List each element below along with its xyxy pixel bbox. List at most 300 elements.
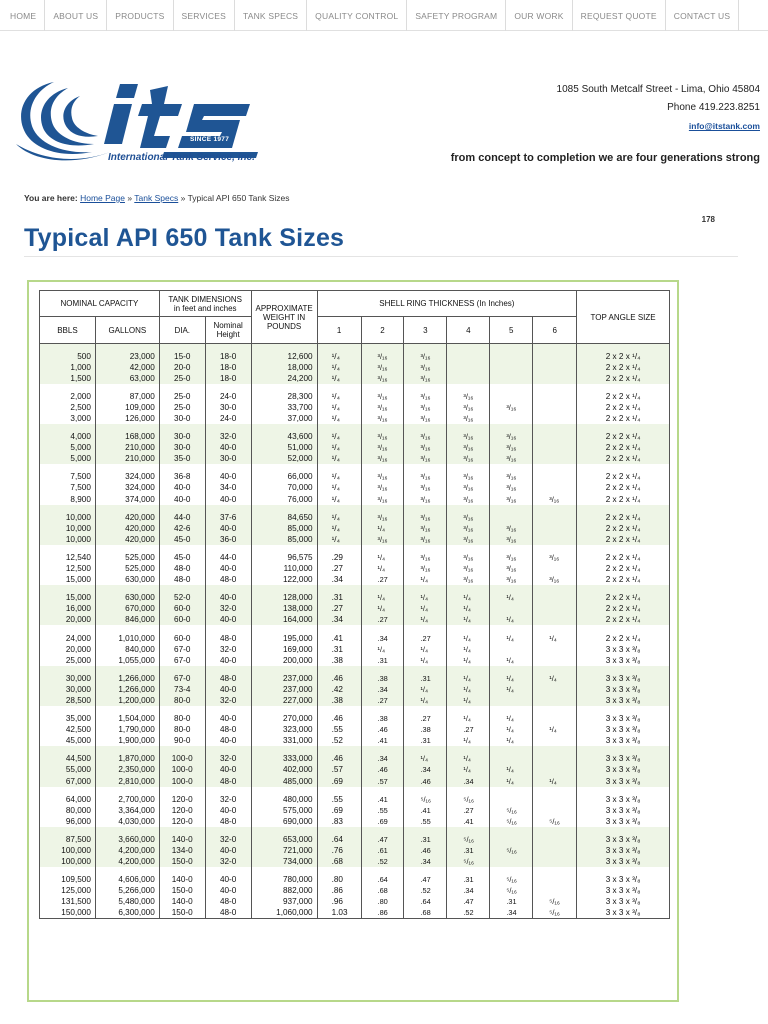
cell-bbls: 500 bbox=[40, 351, 96, 362]
breadcrumb bbox=[24, 193, 289, 203]
group-spacer bbox=[251, 464, 317, 471]
cell-dia: 45-0 bbox=[159, 534, 205, 545]
cell-top-angle: 2 x 2 x ¹/₄ bbox=[577, 402, 670, 413]
cell-ring-6 bbox=[533, 805, 577, 816]
cell-height: 40-0 bbox=[205, 735, 251, 746]
cell-height: 40-0 bbox=[205, 655, 251, 666]
cell-ring-2: ³/₁₆ bbox=[361, 413, 404, 424]
nav-products[interactable]: PRODUCTS bbox=[107, 0, 173, 31]
nav-contact-us[interactable]: CONTACT US bbox=[666, 0, 739, 31]
cell-bbls: 15,000 bbox=[40, 592, 96, 603]
cell-ring-4: ³/₁₆ bbox=[447, 431, 490, 442]
cell-bbls: 10,000 bbox=[40, 523, 96, 534]
its-wordmark bbox=[104, 84, 258, 158]
cell-ring-6 bbox=[533, 614, 577, 625]
nav-our-work[interactable]: OUR WORK bbox=[506, 0, 572, 31]
cell-ring-6 bbox=[533, 413, 577, 424]
cell-ring-4: ¹/₄ bbox=[447, 764, 490, 775]
cell-gallons: 846,000 bbox=[95, 614, 159, 625]
cell-ring-6: ¹/₄ bbox=[533, 673, 577, 684]
row-group bbox=[40, 464, 670, 504]
cell-ring-4: ⁵/₁₆ bbox=[447, 794, 490, 805]
top-navigation bbox=[0, 0, 768, 31]
cell-dia: 140-0 bbox=[159, 874, 205, 885]
cell-weight: 70,000 bbox=[251, 482, 317, 493]
cell-ring-3: ³/₁₆ bbox=[404, 512, 447, 523]
group-spacer bbox=[95, 344, 159, 351]
cell-ring-4: ³/₁₆ bbox=[447, 534, 490, 545]
group-spacer bbox=[251, 545, 317, 552]
cell-ring-5: ¹/₄ bbox=[490, 592, 533, 603]
cell-top-angle: 2 x 2 x ¹/₄ bbox=[577, 431, 670, 442]
breadcrumb-prefix: You are here: bbox=[24, 193, 78, 203]
group-spacer bbox=[577, 424, 670, 431]
cell-ring-5 bbox=[490, 391, 533, 402]
cell-bbls: 30,000 bbox=[40, 684, 96, 695]
cell-ring-5: ⁵/₁₆ bbox=[490, 845, 533, 856]
cell-ring-3: ¹/₄ bbox=[404, 614, 447, 625]
cell-ring-2: .68 bbox=[361, 885, 404, 896]
table-row bbox=[40, 563, 670, 574]
group-spacer bbox=[404, 344, 447, 351]
group-spacer bbox=[577, 746, 670, 753]
cell-ring-5: ¹/₄ bbox=[490, 724, 533, 735]
cell-dia: 150-0 bbox=[159, 885, 205, 896]
cell-bbls: 2,000 bbox=[40, 391, 96, 402]
cell-bbls: 87,500 bbox=[40, 834, 96, 845]
cell-ring-6 bbox=[533, 362, 577, 373]
cell-ring-3: ³/₁₆ bbox=[404, 563, 447, 574]
cell-gallons: 1,200,000 bbox=[95, 695, 159, 706]
cell-dia: 60-0 bbox=[159, 614, 205, 625]
group-spacer bbox=[404, 384, 447, 391]
cell-ring-2: ³/₁₆ bbox=[361, 471, 404, 482]
group-spacer bbox=[577, 706, 670, 713]
cell-ring-1: .31 bbox=[317, 592, 361, 603]
group-spacer bbox=[251, 746, 317, 753]
group-spacer bbox=[40, 706, 96, 713]
phone-text: Phone 419.223.8251 bbox=[667, 102, 760, 113]
cell-ring-6 bbox=[533, 391, 577, 402]
table-row bbox=[40, 534, 670, 545]
group-spacer bbox=[205, 505, 251, 512]
cell-bbls: 100,000 bbox=[40, 856, 96, 867]
row-group bbox=[40, 585, 670, 625]
cell-ring-3: ³/₁₆ bbox=[404, 391, 447, 402]
cell-ring-1: ¹/₄ bbox=[317, 391, 361, 402]
cell-dia: 40-0 bbox=[159, 482, 205, 493]
group-spacer bbox=[95, 424, 159, 431]
cell-bbls: 80,000 bbox=[40, 805, 96, 816]
cell-top-angle: 2 x 2 x ¹/₄ bbox=[577, 552, 670, 563]
cell-top-angle: 2 x 2 x ¹/₄ bbox=[577, 494, 670, 505]
table-row bbox=[40, 512, 670, 523]
cell-weight: 33,700 bbox=[251, 402, 317, 413]
cell-ring-5 bbox=[490, 794, 533, 805]
cell-gallons: 525,000 bbox=[95, 552, 159, 563]
group-spacer bbox=[159, 746, 205, 753]
cell-ring-1: ¹/₄ bbox=[317, 512, 361, 523]
cell-height: 40-0 bbox=[205, 523, 251, 534]
group-spacer bbox=[533, 505, 577, 512]
cell-ring-4: .31 bbox=[447, 845, 490, 856]
group-spacer bbox=[490, 867, 533, 874]
header-tank-dimensions-title: TANK DIMENSIONS bbox=[168, 294, 243, 304]
cell-top-angle: 3 x 3 x ³/₈ bbox=[577, 816, 670, 827]
group-spacer bbox=[205, 867, 251, 874]
cell-ring-3: ³/₁₆ bbox=[404, 482, 447, 493]
cell-ring-4: ¹/₄ bbox=[447, 632, 490, 643]
breadcrumb-home-link[interactable]: Home Page bbox=[80, 193, 125, 203]
cell-dia: 30-0 bbox=[159, 413, 205, 424]
logo-tagline: International Tank Service, Inc. bbox=[108, 152, 255, 163]
cell-ring-1: .46 bbox=[317, 753, 361, 764]
table-row bbox=[40, 494, 670, 505]
cell-ring-6: ¹/₄ bbox=[533, 724, 577, 735]
cell-ring-3: .68 bbox=[404, 907, 447, 919]
cell-height: 24-0 bbox=[205, 413, 251, 424]
cell-weight: 721,000 bbox=[251, 845, 317, 856]
nav-tank-specs[interactable]: TANK SPECS bbox=[235, 0, 307, 31]
table-row bbox=[40, 834, 670, 845]
cell-ring-5: ⁵/₁₆ bbox=[490, 805, 533, 816]
cell-ring-5 bbox=[490, 856, 533, 867]
cell-weight: 237,000 bbox=[251, 673, 317, 684]
header-ring-1: 1 bbox=[317, 317, 361, 344]
group-spacer bbox=[577, 666, 670, 673]
cell-weight: 169,000 bbox=[251, 644, 317, 655]
group-spacer bbox=[577, 505, 670, 512]
cell-ring-4: .27 bbox=[447, 805, 490, 816]
cell-bbls: 20,000 bbox=[40, 614, 96, 625]
cell-weight: 138,000 bbox=[251, 603, 317, 614]
group-spacer bbox=[317, 787, 361, 794]
cell-ring-4: ¹/₄ bbox=[447, 614, 490, 625]
cell-weight: 84,650 bbox=[251, 512, 317, 523]
cell-dia: 67-0 bbox=[159, 655, 205, 666]
cell-gallons: 840,000 bbox=[95, 644, 159, 655]
swoosh-icon bbox=[16, 82, 110, 160]
group-spacer bbox=[447, 625, 490, 632]
group-spacer bbox=[490, 706, 533, 713]
cell-ring-2: .34 bbox=[361, 753, 404, 764]
group-spacer bbox=[251, 787, 317, 794]
cell-dia: 60-0 bbox=[159, 603, 205, 614]
cell-ring-5: ³/₁₆ bbox=[490, 442, 533, 453]
cell-ring-6: ⁵/₁₆ bbox=[533, 896, 577, 907]
cell-ring-5: ¹/₄ bbox=[490, 776, 533, 787]
group-spacer bbox=[251, 625, 317, 632]
cell-height: 32-0 bbox=[205, 834, 251, 845]
cell-ring-2: ³/₁₆ bbox=[361, 482, 404, 493]
cell-top-angle: 3 x 3 x ³/₈ bbox=[577, 896, 670, 907]
cell-ring-2: ¹/₄ bbox=[361, 644, 404, 655]
cell-ring-5: ⁵/₁₆ bbox=[490, 816, 533, 827]
table-row bbox=[40, 482, 670, 493]
cell-ring-1: ¹/₄ bbox=[317, 442, 361, 453]
table-row bbox=[40, 574, 670, 585]
cell-top-angle: 3 x 3 x ³/₈ bbox=[577, 874, 670, 885]
cell-height: 48-0 bbox=[205, 724, 251, 735]
header-ring-3: 3 bbox=[404, 317, 447, 344]
cell-gallons: 87,000 bbox=[95, 391, 159, 402]
cell-bbls: 20,000 bbox=[40, 644, 96, 655]
header-ring-5: 5 bbox=[490, 317, 533, 344]
cell-ring-5: .31 bbox=[490, 896, 533, 907]
cell-dia: 52-0 bbox=[159, 592, 205, 603]
cell-ring-2: ¹/₄ bbox=[361, 563, 404, 574]
cell-height: 36-0 bbox=[205, 534, 251, 545]
group-spacer bbox=[205, 666, 251, 673]
group-spacer bbox=[95, 384, 159, 391]
cell-height: 48-0 bbox=[205, 632, 251, 643]
table-row bbox=[40, 603, 670, 614]
cell-dia: 67-0 bbox=[159, 673, 205, 684]
group-spacer bbox=[490, 666, 533, 673]
cell-weight: 195,000 bbox=[251, 632, 317, 643]
cell-ring-5: ¹/₄ bbox=[490, 614, 533, 625]
group-spacer bbox=[317, 625, 361, 632]
cell-ring-3: .64 bbox=[404, 896, 447, 907]
cell-ring-2: .27 bbox=[361, 695, 404, 706]
tank-size-chart-image bbox=[27, 280, 679, 1002]
cell-ring-6 bbox=[533, 442, 577, 453]
cell-weight: 227,000 bbox=[251, 695, 317, 706]
cell-ring-2: .52 bbox=[361, 856, 404, 867]
cell-ring-2: ³/₁₆ bbox=[361, 373, 404, 384]
cell-weight: 37,000 bbox=[251, 413, 317, 424]
cell-weight: 485,000 bbox=[251, 776, 317, 787]
cell-height: 40-0 bbox=[205, 764, 251, 775]
cell-dia: 30-0 bbox=[159, 442, 205, 453]
cell-bbls: 25,000 bbox=[40, 655, 96, 666]
cell-ring-6 bbox=[533, 885, 577, 896]
cell-ring-2: ³/₁₆ bbox=[361, 431, 404, 442]
cell-dia: 150-0 bbox=[159, 856, 205, 867]
cell-height: 48-0 bbox=[205, 776, 251, 787]
group-spacer bbox=[205, 464, 251, 471]
cell-bbls: 1,000 bbox=[40, 362, 96, 373]
cell-bbls: 42,500 bbox=[40, 724, 96, 735]
cell-gallons: 324,000 bbox=[95, 482, 159, 493]
cell-ring-3: .31 bbox=[404, 735, 447, 746]
group-spacer bbox=[490, 424, 533, 431]
cell-top-angle: 3 x 3 x ³/₈ bbox=[577, 695, 670, 706]
cell-ring-3: ³/₁₆ bbox=[404, 362, 447, 373]
cell-ring-5 bbox=[490, 695, 533, 706]
nav-about-us[interactable]: ABOUT US bbox=[45, 0, 107, 31]
group-spacer bbox=[533, 787, 577, 794]
nav-safety-program[interactable]: SAFETY PROGRAM bbox=[407, 0, 506, 31]
group-spacer bbox=[447, 384, 490, 391]
cell-ring-6: ⁵/₁₆ bbox=[533, 816, 577, 827]
cell-ring-1: .86 bbox=[317, 885, 361, 896]
cell-ring-5 bbox=[490, 834, 533, 845]
table-row bbox=[40, 896, 670, 907]
group-spacer bbox=[251, 585, 317, 592]
cell-ring-6 bbox=[533, 655, 577, 666]
cell-top-angle: 3 x 3 x ³/₈ bbox=[577, 845, 670, 856]
cell-height: 48-0 bbox=[205, 673, 251, 684]
cell-ring-5: ³/₁₆ bbox=[490, 453, 533, 464]
cell-bbls: 10,000 bbox=[40, 512, 96, 523]
cell-dia: 134-0 bbox=[159, 845, 205, 856]
cell-ring-4: ⁵/₁₆ bbox=[447, 856, 490, 867]
cell-ring-2: .61 bbox=[361, 845, 404, 856]
table-row bbox=[40, 735, 670, 746]
group-spacer bbox=[159, 827, 205, 834]
group-spacer bbox=[361, 706, 404, 713]
cell-height: 18-0 bbox=[205, 362, 251, 373]
breadcrumb-separator: » bbox=[127, 193, 133, 203]
nav-request-quote[interactable]: REQUEST QUOTE bbox=[573, 0, 666, 31]
table-row bbox=[40, 673, 670, 684]
cell-dia: 25-0 bbox=[159, 373, 205, 384]
cell-bbls: 44,500 bbox=[40, 753, 96, 764]
cell-ring-1: .68 bbox=[317, 856, 361, 867]
cell-bbls: 28,500 bbox=[40, 695, 96, 706]
group-spacer bbox=[404, 787, 447, 794]
cell-top-angle: 2 x 2 x ¹/₄ bbox=[577, 442, 670, 453]
cell-ring-2: .47 bbox=[361, 834, 404, 845]
cell-top-angle: 2 x 2 x ¹/₄ bbox=[577, 471, 670, 482]
cell-ring-5: ¹/₄ bbox=[490, 764, 533, 775]
cell-weight: 18,000 bbox=[251, 362, 317, 373]
cell-ring-2: .41 bbox=[361, 735, 404, 746]
cell-ring-4: .34 bbox=[447, 776, 490, 787]
cell-ring-2: ³/₁₆ bbox=[361, 442, 404, 453]
cell-ring-2: ¹/₄ bbox=[361, 592, 404, 603]
cell-ring-3: ¹/₄ bbox=[404, 753, 447, 764]
cell-weight: 43,600 bbox=[251, 431, 317, 442]
cell-bbls: 7,500 bbox=[40, 471, 96, 482]
group-spacer bbox=[404, 827, 447, 834]
cell-ring-5 bbox=[490, 644, 533, 655]
cell-height: 32-0 bbox=[205, 856, 251, 867]
cell-bbls: 1,500 bbox=[40, 373, 96, 384]
cell-top-angle: 2 x 2 x ¹/₄ bbox=[577, 563, 670, 574]
cell-ring-6 bbox=[533, 453, 577, 464]
cell-gallons: 630,000 bbox=[95, 592, 159, 603]
cell-ring-1: ¹/₄ bbox=[317, 373, 361, 384]
cell-bbls: 16,000 bbox=[40, 603, 96, 614]
cell-ring-2: ³/₁₆ bbox=[361, 362, 404, 373]
cell-ring-1: .27 bbox=[317, 563, 361, 574]
header-nominal-height: Nominal Height bbox=[205, 317, 251, 344]
cell-ring-1: .27 bbox=[317, 603, 361, 614]
table-row bbox=[40, 614, 670, 625]
cell-height: 40-0 bbox=[205, 471, 251, 482]
cell-dia: 90-0 bbox=[159, 735, 205, 746]
table-row bbox=[40, 413, 670, 424]
cell-ring-4: ¹/₄ bbox=[447, 592, 490, 603]
cell-bbls: 15,000 bbox=[40, 574, 96, 585]
group-spacer bbox=[404, 505, 447, 512]
cell-ring-2: ¹/₄ bbox=[361, 523, 404, 534]
cell-ring-5: ³/₁₆ bbox=[490, 574, 533, 585]
cell-ring-3: ³/₁₆ bbox=[404, 523, 447, 534]
group-spacer bbox=[40, 585, 96, 592]
cell-ring-2: .57 bbox=[361, 776, 404, 787]
group-spacer bbox=[159, 787, 205, 794]
cell-ring-4: .52 bbox=[447, 907, 490, 919]
header-tank-dimensions bbox=[159, 291, 251, 317]
cell-height: 40-0 bbox=[205, 592, 251, 603]
group-spacer bbox=[404, 666, 447, 673]
cell-gallons: 3,660,000 bbox=[95, 834, 159, 845]
cell-height: 40-0 bbox=[205, 845, 251, 856]
cell-ring-6 bbox=[533, 563, 577, 574]
cell-top-angle: 3 x 3 x ³/₈ bbox=[577, 885, 670, 896]
cell-ring-5: ³/₁₆ bbox=[490, 563, 533, 574]
group-spacer bbox=[159, 545, 205, 552]
nav-quality-control[interactable]: QUALITY CONTROL bbox=[307, 0, 407, 31]
breadcrumb-tank-specs-link[interactable]: Tank Specs bbox=[134, 193, 179, 203]
group-spacer bbox=[205, 746, 251, 753]
table-row bbox=[40, 632, 670, 643]
cell-ring-2: .27 bbox=[361, 574, 404, 585]
cell-dia: 100-0 bbox=[159, 753, 205, 764]
header-dia: DIA. bbox=[159, 317, 205, 344]
table-row bbox=[40, 362, 670, 373]
group-spacer bbox=[361, 827, 404, 834]
cell-gallons: 4,200,000 bbox=[95, 856, 159, 867]
cell-ring-5 bbox=[490, 373, 533, 384]
email-link[interactable]: info@itstank.com bbox=[688, 121, 760, 131]
group-spacer bbox=[40, 344, 96, 351]
cell-weight: 734,000 bbox=[251, 856, 317, 867]
group-spacer bbox=[577, 867, 670, 874]
cell-ring-6 bbox=[533, 845, 577, 856]
group-spacer bbox=[533, 585, 577, 592]
cell-ring-6 bbox=[533, 684, 577, 695]
cell-top-angle: 3 x 3 x ³/₈ bbox=[577, 805, 670, 816]
row-group bbox=[40, 384, 670, 424]
table-row bbox=[40, 402, 670, 413]
group-spacer bbox=[361, 505, 404, 512]
cell-ring-5: ³/₁₆ bbox=[490, 534, 533, 545]
cell-ring-4: ¹/₄ bbox=[447, 753, 490, 764]
cell-top-angle: 2 x 2 x ¹/₄ bbox=[577, 592, 670, 603]
cell-weight: 128,000 bbox=[251, 592, 317, 603]
group-spacer bbox=[447, 706, 490, 713]
group-spacer bbox=[317, 585, 361, 592]
nav-home[interactable]: HOME bbox=[0, 0, 45, 31]
cell-dia: 20-0 bbox=[159, 362, 205, 373]
group-spacer bbox=[317, 344, 361, 351]
cell-ring-4: ⁵/₁₆ bbox=[447, 834, 490, 845]
nav-services[interactable]: SERVICES bbox=[174, 0, 235, 31]
cell-top-angle: 3 x 3 x ³/₈ bbox=[577, 724, 670, 735]
cell-gallons: 1,870,000 bbox=[95, 753, 159, 764]
cell-ring-1: ¹/₄ bbox=[317, 534, 361, 545]
cell-ring-1: .52 bbox=[317, 735, 361, 746]
table-row bbox=[40, 644, 670, 655]
group-spacer bbox=[159, 464, 205, 471]
cell-ring-6 bbox=[533, 834, 577, 845]
group-spacer bbox=[404, 706, 447, 713]
cell-ring-2: .27 bbox=[361, 614, 404, 625]
cell-ring-6: ³/₁₆ bbox=[533, 552, 577, 563]
cell-ring-3: .27 bbox=[404, 713, 447, 724]
table-row bbox=[40, 453, 670, 464]
contact-block bbox=[557, 81, 760, 135]
cell-bbls: 5,000 bbox=[40, 453, 96, 464]
group-spacer bbox=[577, 344, 670, 351]
cell-height: 32-0 bbox=[205, 644, 251, 655]
cell-ring-1: .34 bbox=[317, 574, 361, 585]
cell-ring-6 bbox=[533, 523, 577, 534]
